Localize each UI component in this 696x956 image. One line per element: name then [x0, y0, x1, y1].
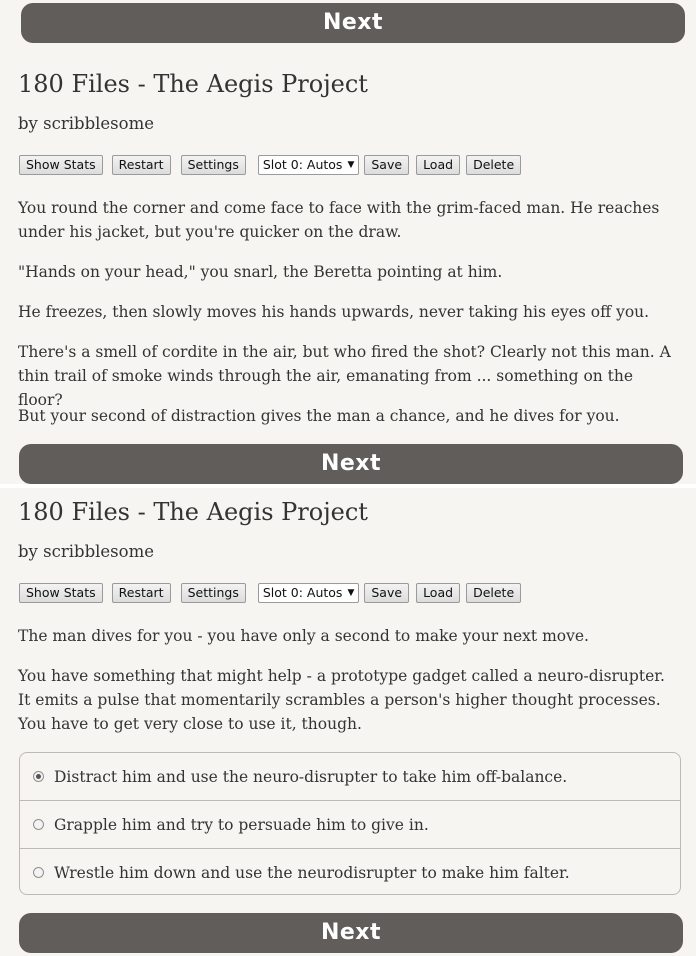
toolbar [19, 582, 521, 604]
show-stats-button[interactable]: Show Stats [19, 583, 103, 603]
story-paragraph: You round the corner and come face to face with the grim-faced man. He reaches under his jacket, but you're quicker on the draw. [18, 199, 660, 241]
story-paragraph: But your second of distraction gives the man a chance, and he dives for you. [18, 407, 620, 425]
author-byline: by scribblesome [18, 542, 154, 561]
next-button-bottom[interactable]: Next [19, 913, 683, 953]
load-button[interactable]: Load [416, 155, 460, 175]
save-slot-value: Slot 0: Autos [262, 157, 343, 172]
story-paragraph: You have something that might help - a prototype gadget called a neuro-disrupter. It emits a pulse that momentarily scrambles a person's higher thought processes. You have to get very close to use it, though. [18, 667, 665, 733]
save-button[interactable]: Save [364, 155, 409, 175]
choice-label: Wrestle him down and use the neurodisrupter to make him falter. [54, 863, 570, 882]
settings-button[interactable]: Settings [181, 155, 246, 175]
save-slot-select[interactable] [258, 155, 360, 175]
choice-label: Distract him and use the neuro-disrupter to take him off-balance. [54, 767, 568, 786]
choice-option[interactable] [20, 849, 680, 896]
dropdown-arrow-icon: ▼ [347, 160, 355, 170]
story-paragraph: The man dives for you - you have only a second to make your next move. [18, 627, 589, 645]
next-button-top[interactable]: Next [21, 3, 685, 43]
choice-list [19, 752, 681, 895]
choice-label: Grapple him and try to persuade him to give in. [54, 815, 429, 834]
story-paragraph: He freezes, then slowly moves his hands upwards, never taking his eyes off you. [18, 303, 650, 321]
save-slot-select[interactable] [258, 583, 360, 603]
show-stats-button[interactable]: Show Stats [19, 155, 103, 175]
radio-button[interactable] [33, 819, 44, 830]
restart-button[interactable]: Restart [112, 155, 171, 175]
next-button-middle[interactable]: Next [19, 444, 683, 484]
settings-button[interactable]: Settings [181, 583, 246, 603]
delete-button[interactable]: Delete [466, 155, 521, 175]
choice-option[interactable] [20, 801, 680, 849]
radio-button[interactable] [33, 867, 44, 878]
choice-option[interactable] [20, 753, 680, 801]
story-paragraph: There's a smell of cordite in the air, but who fired the shot? Clearly not this man. A thin trail of smoke winds through the air, emanating from ... something on the floor? [18, 343, 671, 409]
author-byline: by scribblesome [18, 114, 154, 133]
save-slot-value: Slot 0: Autos [262, 585, 343, 600]
delete-button[interactable]: Delete [466, 583, 521, 603]
load-button[interactable]: Load [416, 583, 460, 603]
save-button[interactable]: Save [364, 583, 409, 603]
page-title: 180 Files - The Aegis Project [18, 498, 368, 526]
page-title: 180 Files - The Aegis Project [18, 70, 368, 98]
restart-button[interactable]: Restart [112, 583, 171, 603]
story-paragraph: "Hands on your head," you snarl, the Beretta pointing at him. [18, 263, 503, 281]
screenshot-divider [0, 484, 696, 488]
radio-button-checked[interactable] [33, 771, 44, 782]
dropdown-arrow-icon: ▼ [347, 588, 355, 598]
toolbar [19, 154, 521, 176]
